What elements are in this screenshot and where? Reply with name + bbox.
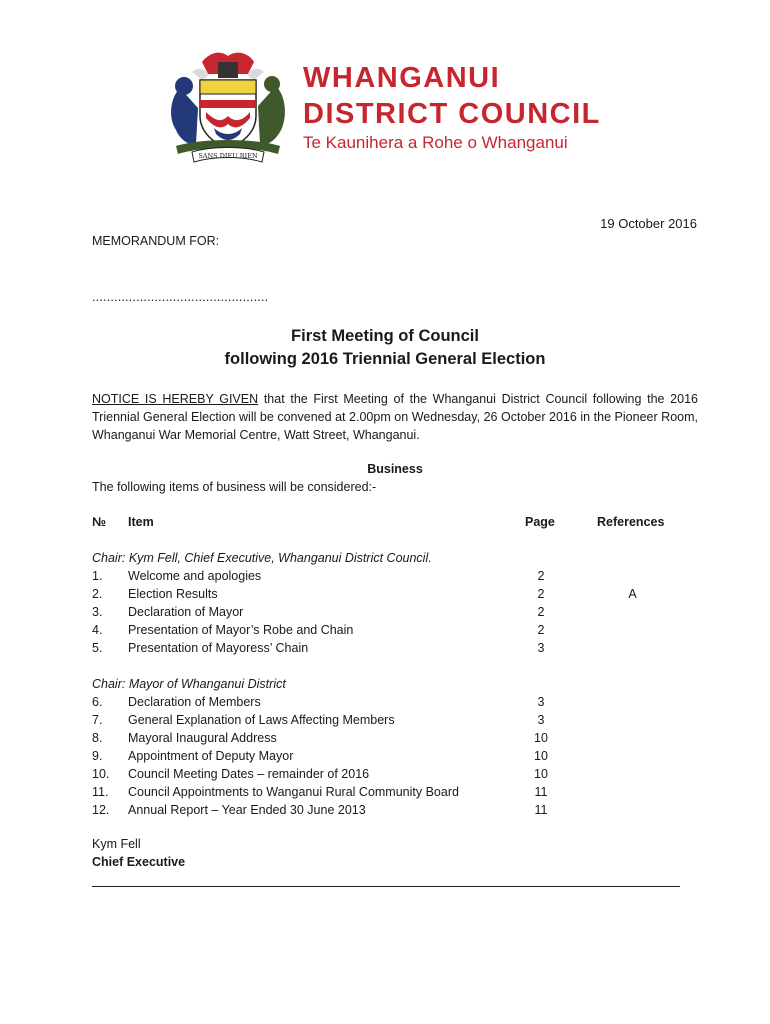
notice-body: that the First Meeting of the Whanganui District Council following the 2016 Triennial General Election will be convened at 2.00pm on Wednesday, 26 October 2016 in the Pioneer Room, Whanganui War Memorial Centre, Watt Street, Whanganui. [92, 392, 698, 442]
agenda-page: 10 [534, 749, 548, 763]
column-header-item: Item [128, 515, 154, 529]
agenda-page: 2 [537, 605, 545, 619]
column-header-page: Page [525, 515, 555, 529]
agenda-row [92, 713, 702, 731]
business-heading: Business [367, 462, 423, 476]
agenda-item: Presentation of Mayor’s Robe and Chain [128, 623, 354, 637]
org-name-line2: DISTRICT COUNCIL [303, 98, 601, 130]
agenda-reference: A [628, 587, 637, 601]
agenda-page: 3 [537, 641, 545, 655]
document-title-line2: following 2016 Triennial General Election [224, 350, 546, 368]
agenda-row [92, 785, 702, 803]
column-header-number: № [92, 515, 106, 529]
agenda-number: 1. [92, 569, 103, 583]
agenda-item: Council Meeting Dates – remainder of 2016 [128, 767, 370, 781]
agenda-item: Council Appointments to Wanganui Rural Community Board [128, 785, 459, 799]
business-intro: The following items of business will be considered:- [92, 480, 377, 494]
footer-rule [92, 886, 680, 887]
agenda-page: 3 [537, 695, 545, 709]
agenda-row [92, 695, 702, 713]
addressee-blank: ................................................ [92, 290, 269, 304]
memorandum-for-label: MEMORANDUM FOR: [92, 234, 220, 248]
agenda-page: 2 [537, 569, 545, 583]
agenda-row [92, 641, 702, 659]
signatory-title: Chief Executive [92, 855, 186, 869]
agenda-number: 8. [92, 731, 103, 745]
agenda-page: 3 [537, 713, 545, 727]
section-chair: Chair: Kym Fell, Chief Executive, Whanganui District Council. [92, 551, 432, 565]
agenda-number: 6. [92, 695, 103, 709]
agenda-row [92, 749, 702, 767]
agenda-row [92, 731, 702, 749]
agenda-page: 10 [534, 731, 548, 745]
notice-lead: NOTICE IS HEREBY GIVEN [92, 392, 259, 406]
agenda-item: Welcome and apologies [128, 569, 262, 583]
agenda-number: 9. [92, 749, 103, 763]
org-maori-name: Te Kaunihera a Rohe o Whanganui [303, 133, 568, 152]
agenda-item: Declaration of Mayor [128, 605, 244, 619]
agenda-row [92, 803, 702, 821]
section-chair: Chair: Mayor of Whanganui District [92, 677, 286, 691]
agenda-number: 12. [92, 803, 110, 817]
agenda-page: 11 [534, 803, 548, 817]
agenda-item: Presentation of Mayoress’ Chain [128, 641, 309, 655]
agenda-page: 10 [534, 767, 548, 781]
agenda-number: 11. [92, 785, 109, 799]
agenda-number: 3. [92, 605, 103, 619]
memo-date: 19 October 2016 [600, 216, 697, 231]
agenda-number: 7. [92, 713, 103, 727]
agenda-page: 2 [537, 623, 545, 637]
svg-text:SANS DIEU RIEN: SANS DIEU RIEN [198, 152, 258, 160]
org-name-line1: WHANGANUI [303, 62, 501, 94]
agenda-item: General Explanation of Laws Affecting Members [128, 713, 395, 727]
agenda-row [92, 569, 702, 587]
signatory-name: Kym Fell [92, 837, 141, 851]
agenda-item: Mayoral Inaugural Address [128, 731, 277, 745]
agenda-item: Declaration of Members [128, 695, 261, 709]
agenda-number: 5. [92, 641, 103, 655]
agenda-number: 2. [92, 587, 103, 601]
document-title-line1: First Meeting of Council [291, 327, 479, 345]
column-header-references: References [597, 515, 665, 529]
agenda-number: 10. [92, 767, 110, 781]
agenda-item: Election Results [128, 587, 218, 601]
agenda-row [92, 605, 702, 623]
agenda-item: Annual Report – Year Ended 30 June 2013 [128, 803, 366, 817]
agenda-page: 11 [534, 785, 548, 799]
agenda-row [92, 587, 702, 605]
agenda-item: Appointment of Deputy Mayor [128, 749, 294, 763]
notice-paragraph [92, 390, 698, 444]
council-crest-logo [162, 48, 294, 166]
agenda-page: 2 [537, 587, 545, 601]
agenda-row [92, 623, 702, 641]
agenda-row [92, 767, 702, 785]
agenda-number: 4. [92, 623, 103, 637]
